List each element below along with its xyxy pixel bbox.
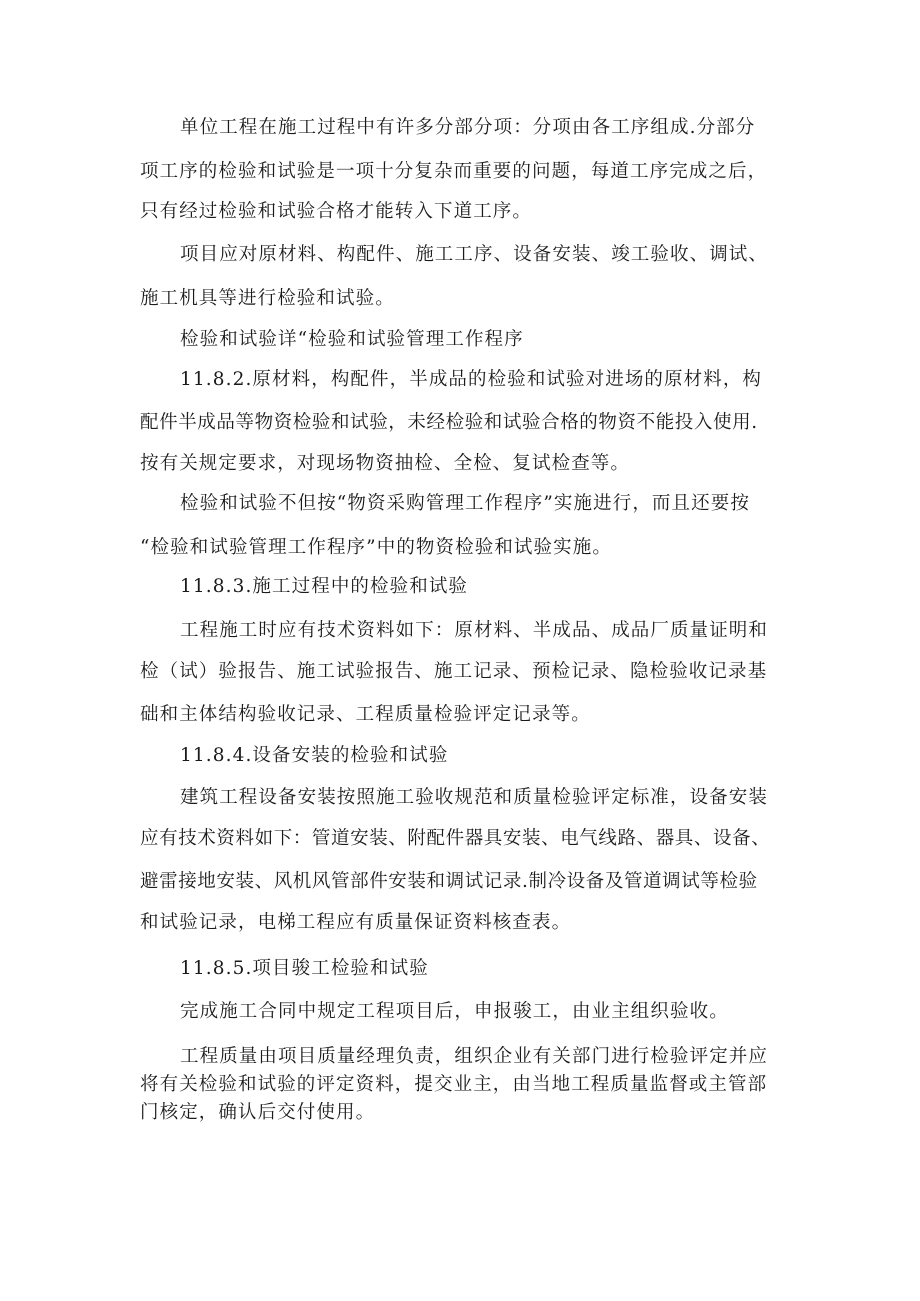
paragraph-line: 将有关检验和试验的评定资料，提交业主，由当地工程质量监督或主管部 [140, 1074, 768, 1095]
paragraph-line: 工程质量由项目质量经理负责，组织企业有关部门进行检验评定并应 [180, 1046, 769, 1067]
section-heading: 11.8.5.项目骏工检验和试验 [180, 958, 429, 979]
paragraph-line: 工程施工时应有技术资料如下：原材料、半成品、成品厂质量证明和 [180, 620, 769, 641]
paragraph-line: 施工机具等进行检验和试验。 [140, 288, 395, 309]
section-heading: 11.8.4.设备安装的检验和试验 [180, 745, 449, 766]
paragraph-line: 只有经过检验和试验合格才能转入下道工序。 [140, 201, 533, 222]
paragraph-line: 检验和试验不但按“物资采购管理工作程序”实施进行，而且还要按 [180, 493, 750, 514]
paragraph-line: 础和主体结构验收记录、工程质量检验评定记录等。 [140, 704, 591, 725]
paragraph-line: 单位工程在施工过程中有许多分部分项：分项由各工序组成.分部分 [180, 117, 756, 138]
paragraph-line: 避雷接地安装、风机风管部件安装和调试记录.制冷设备及管道调试等检验 [140, 871, 758, 892]
paragraph-line: 按有关规定要求，对现场物资抽检、全检、复试检查等。 [140, 453, 631, 474]
paragraph-line: 项目应对原材料、构配件、施工工序、设备安装、竣工验收、调试、 [180, 244, 769, 265]
paragraph-line: 门核定，确认后交付使用。 [140, 1102, 376, 1123]
paragraph-line: 应有技术资料如下：管道安装、附配件器具安装、电气线路、器具、设备、 [140, 828, 771, 849]
paragraph-line: 检验和试验详“检验和试验管理工作程序 [180, 329, 524, 350]
paragraph-line: 和试验记录，电梯工程应有质量保证资料核查表。 [140, 912, 572, 933]
paragraph-line: 检（试）验报告、施工试验报告、施工记录、预检记录、隐检验收记录基 [140, 661, 768, 682]
paragraph-line: 配件半成品等物资检验和试验，未经检验和试验合格的物资不能投入使用. [140, 412, 758, 433]
section-heading: 11.8.2.原材料，构配件，半成品的检验和试验对进场的原材料，构 [180, 369, 763, 390]
paragraph-line: 建筑工程设备安装按照施工验收规范和质量检验评定标准，设备安装 [180, 787, 769, 808]
paragraph-line: 完成施工合同中规定工程项目后，申报骏工，由业主组织验收。 [180, 1001, 729, 1022]
paragraph-line: “检验和试验管理工作程序”中的物资检验和试验实施。 [140, 537, 612, 558]
paragraph-line: 项工序的检验和试验是一项十分复杂而重要的问题，每道工序完成之后， [140, 161, 768, 182]
section-heading: 11.8.3.施工过程中的检验和试验 [180, 576, 469, 597]
